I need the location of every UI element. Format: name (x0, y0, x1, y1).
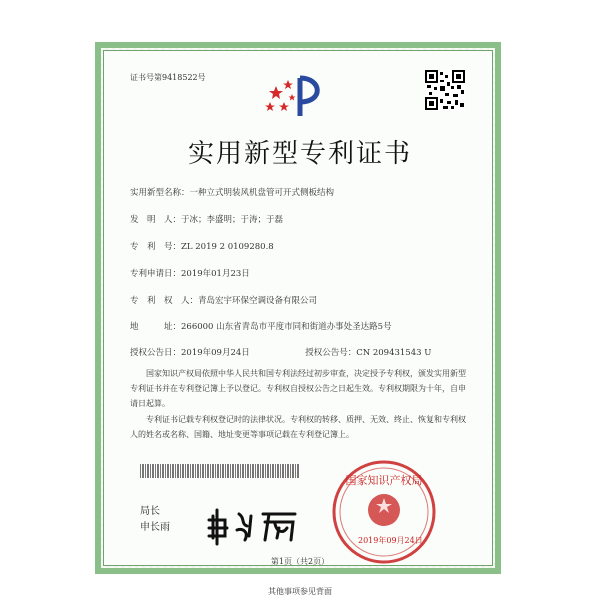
field-application-date (130, 267, 250, 279)
certificate-number: 证书号第9418522号 (130, 73, 206, 82)
field-utility-model-name (130, 186, 334, 198)
field-value: 2019年09月24日 (181, 348, 250, 358)
signature-name: 申长雨 (140, 522, 170, 533)
field-patent-number (130, 240, 274, 252)
other-items-note: 其他事项参见背面 (268, 587, 332, 596)
certificate-title: 实用新型专利证书 (187, 139, 412, 169)
handwritten-signature-icon (205, 506, 305, 546)
body-paragraph-1: 国家知识产权局依照中华人民共和国专利法经过初步审查，决定授予专利权，颁发实用新型专利证书并在专利登记簿上予以登记。专利权自授权公告之日起生效。专利权期限为十年，自申请日起算。 (130, 369, 466, 408)
body-paragraph-2: 专利证书记载专利权登记时的法律状况。专利权的转移、质押、无效、终止、恢复和专利权人的姓名或名称、国籍、地址变更等事项记载在专利登记簿上。 (130, 415, 466, 439)
field-value: 于冰；李盛明；于涛；于磊 (181, 215, 284, 225)
field-value: 一种立式明装风机盘管可开式侧板结构 (189, 188, 335, 198)
field-label: 专 利 权 人： (130, 296, 199, 306)
qr-code-icon (425, 70, 465, 110)
field-value: CN 209431543 U (356, 348, 432, 358)
field-label: 实用新型名称： (130, 188, 190, 198)
cnipa-logo-icon (262, 72, 332, 122)
svg-text:国家知识产权局: 国家知识产权局 (345, 474, 423, 487)
official-seal-icon (330, 458, 438, 566)
field-grant-date (130, 346, 431, 358)
field-value: 266000 山东省青岛市平度市同和街道办事处圣达路5号 (181, 322, 392, 332)
field-label: 专 利 号： (130, 242, 182, 252)
field-value: ZL 2019 2 0109280.8 (181, 242, 274, 252)
field-label: 地 址： (130, 322, 182, 332)
field-label: 发 明 人： (130, 215, 182, 225)
field-value: 青岛宏宇环保空调设备有限公司 (198, 296, 318, 306)
field-address (130, 320, 392, 332)
field-value: 2019年01月23日 (181, 269, 250, 279)
field-label: 授权公告日： (130, 348, 182, 358)
field-inventors (130, 213, 283, 225)
signature-title: 局长 (140, 506, 160, 517)
field-patentee (130, 294, 317, 306)
page-number: 第1页（共2页） (270, 557, 330, 566)
field-label: 专利申请日： (130, 269, 182, 279)
field-label: 授权公告号： (305, 348, 357, 358)
barcode-icon (140, 464, 300, 478)
seal-date: 2019年09月24日 (358, 536, 423, 545)
